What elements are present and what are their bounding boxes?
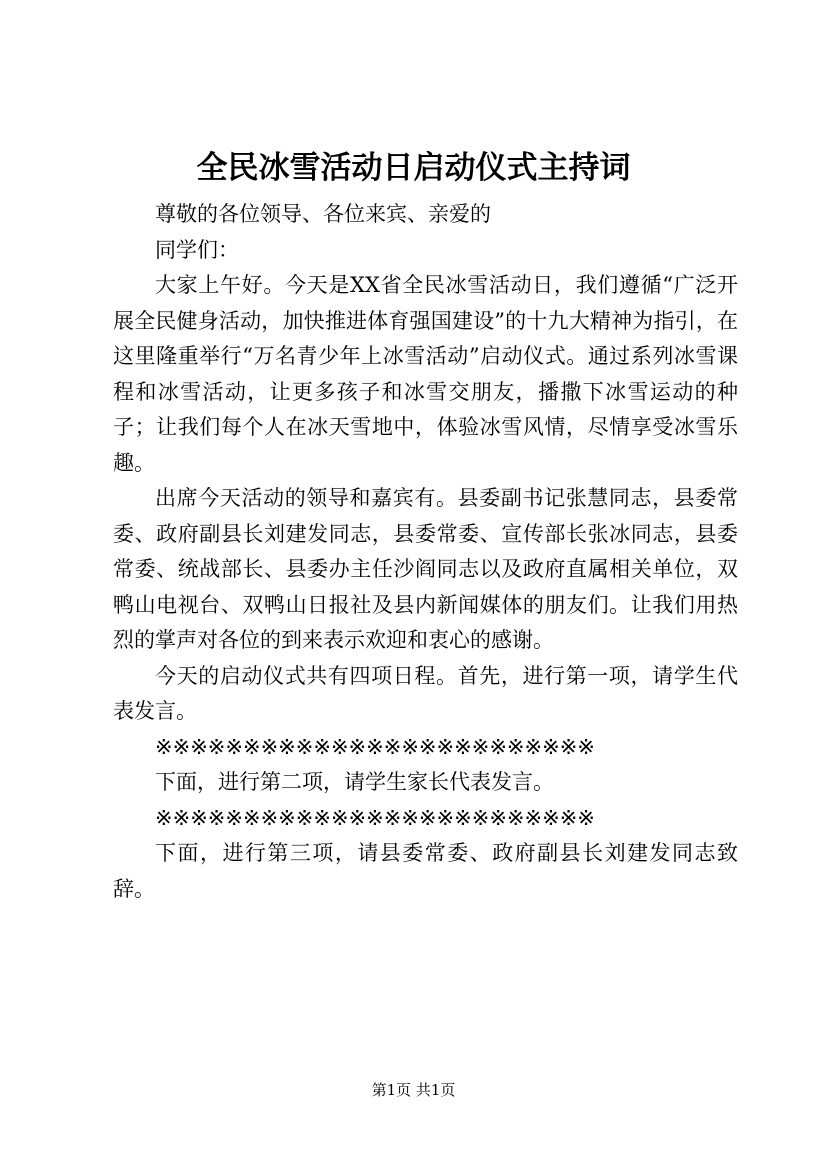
paragraph-opening: 大家上午好。今天是XX省全民冰雪活动日，我们遵循“广泛开展全民健身活动，加快推进体育强国建设”的十九大精神为指引，在这里隆重举行“万名青少年上冰雪活动”启动仪式。通过系列冰雪课程和冰雪活动，让更多孩子和冰雪交朋友，播撒下冰雪运动的种子；让我们每个人在冰天雪地中，体验冰雪风情，尽情享受冰雪乐趣。 [113,273,738,475]
page-number-footer: 第1页 共1页 [371,1081,456,1099]
document-body [113,197,738,907]
paragraph-guests: 出席今天活动的领导和嘉宾有。县委副书记张慧同志，县委常委、政府副县长刘建发同志，县委常委、宣传部长张冰同志，县委常委、统战部长、县委办主任沙阎同志以及政府直属相关单位，双鸭山电视台、双鸭山日报社及县内新闻媒体的朋友们。让我们用热烈的掌声对各位的到来表示欢迎和衷心的感谢。 [113,486,738,652]
document-title: 全民冰雪活动日启动仪式主持词 [196,150,631,186]
paragraph-salutation-2: 同学们： [155,237,239,262]
paragraph-separator-1: ※※※※※※※※※※※※※※※※※※※※※※※※※ [155,734,595,759]
paragraph-agenda: 今天的启动仪式共有四项日程。首先，进行第一项，请学生代表发言。 [113,663,738,723]
paragraph-separator-2: ※※※※※※※※※※※※※※※※※※※※※※※※※ [155,805,595,830]
paragraph-item-3: 下面，进行第三项，请县委常委、政府副县长刘建发同志致辞。 [113,841,738,901]
paragraph-salutation-1: 尊敬的各位领导、各位来宾、亲爱的 [155,202,491,226]
paragraph-item-2: 下面，进行第二项，请学生家长代表发言。 [155,770,554,794]
